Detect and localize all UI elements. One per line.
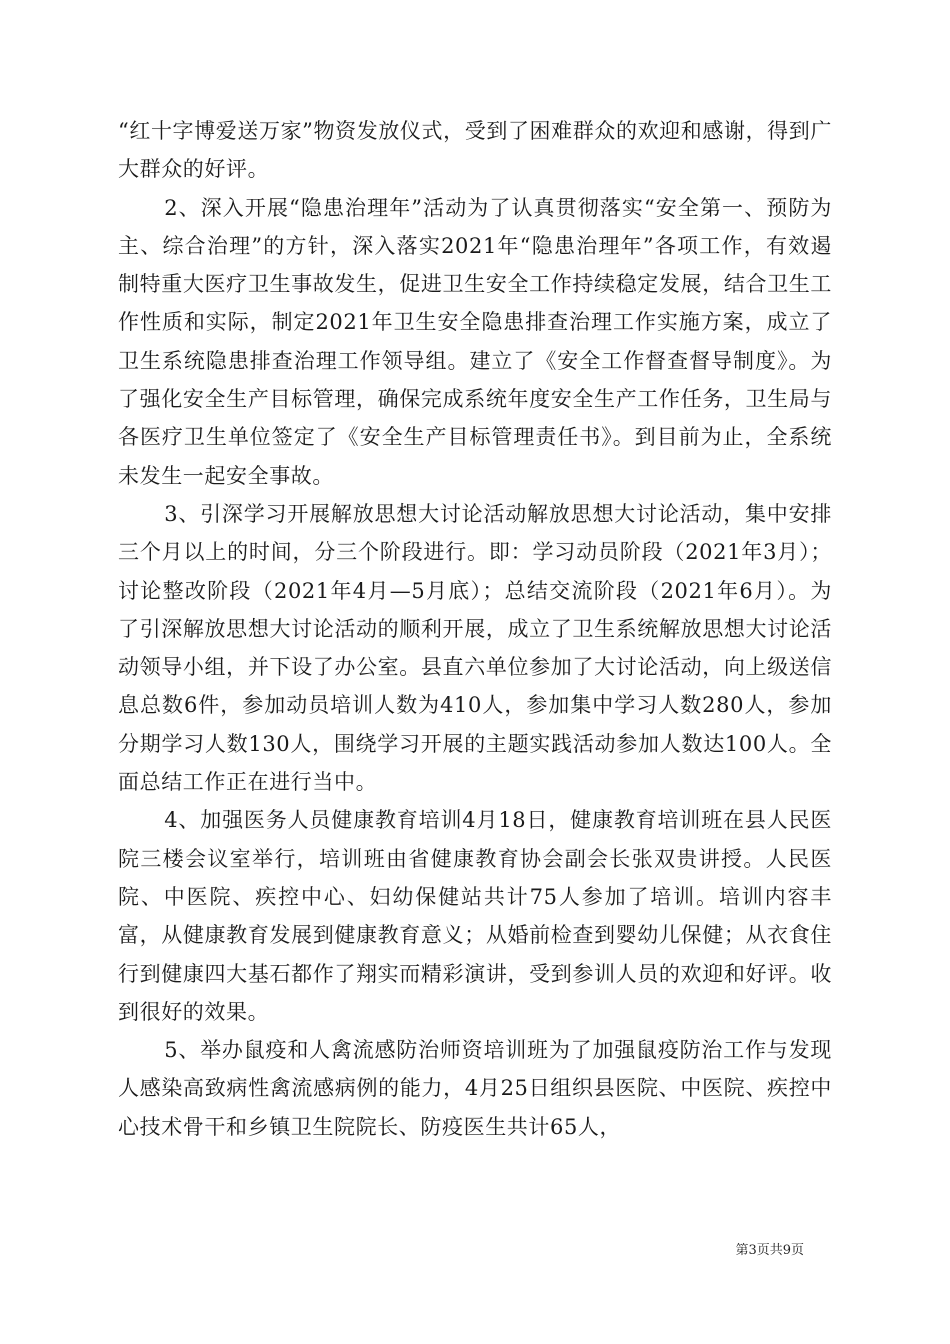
page-number: 第3页共9页 bbox=[735, 1243, 804, 1258]
paragraph-3: 3、引深学习开展解放思想大讨论活动解放思想大讨论活动，集中安排三个月以上的时间，分三个阶段进行。即：学习动员阶段（2021年3月）；讨论整改阶段（2021年4月—5月底）；总结交流阶段（2021年6月）。为了引深解放思想大讨论活动的顺利开展，成立了卫生系统解放思想大讨论活动领导小组，并下设了办公室。县直六单位参加了大讨论活动，向上级送信息总数6件，参加动员培训人数为410人，参加集中学习人数280人，参加分期学习人数130人，围绕学习开展的主题实践活动参加人数达100人。全面总结工作正在进行当中。 bbox=[118, 501, 832, 795]
paragraph-5: 5、举办鼠疫和人禽流感防治师资培训班为了加强鼠疫防治工作与发现人感染高致病性禽流感病例的能力，4月25日组织县医院、中医院、疾控中心技术骨干和乡镇卫生院院长、防疫医生共计65人， bbox=[118, 1038, 832, 1139]
paragraph-4: 4、加强医务人员健康教育培训4月18日，健康教育培训班在县人民医院三楼会议室举行，培训班由省健康教育协会副会长张双贵讲授。人民医院、中医院、疾控中心、妇幼保健站共计75人参加了培训。培训内容丰富，从健康教育发展到健康教育意义；从婚前检查到婴幼儿保健；从衣食住行到健康四大基石都作了翔实而精彩演讲，受到参训人员的欢迎和好评。收到很好的效果。 bbox=[118, 808, 832, 1024]
document-body bbox=[118, 112, 832, 1146]
paragraph-1: “红十字博爱送万家”物资发放仪式，受到了困难群众的欢迎和感谢，得到广大群众的好评。 bbox=[118, 119, 832, 182]
paragraph-2: 2、深入开展“隐患治理年”活动为了认真贯彻落实“安全第一、预防为主、综合治理”的方针，深入落实2021年“隐患治理年”各项工作，有效遏制特重大医疗卫生事故发生，促进卫生安全工作持续稳定发展，结合卫生工作性质和实际，制定2021年卫生安全隐患排查治理工作实施方案，成立了卫生系统隐患排查治理工作领导组。建立了《安全工作督查督导制度》。为了强化安全生产目标管理，确保完成系统年度安全生产工作任务，卫生局与各医疗卫生单位签定了《安全生产目标管理责任书》。到目前为止，全系统未发生一起安全事故。 bbox=[118, 195, 832, 488]
